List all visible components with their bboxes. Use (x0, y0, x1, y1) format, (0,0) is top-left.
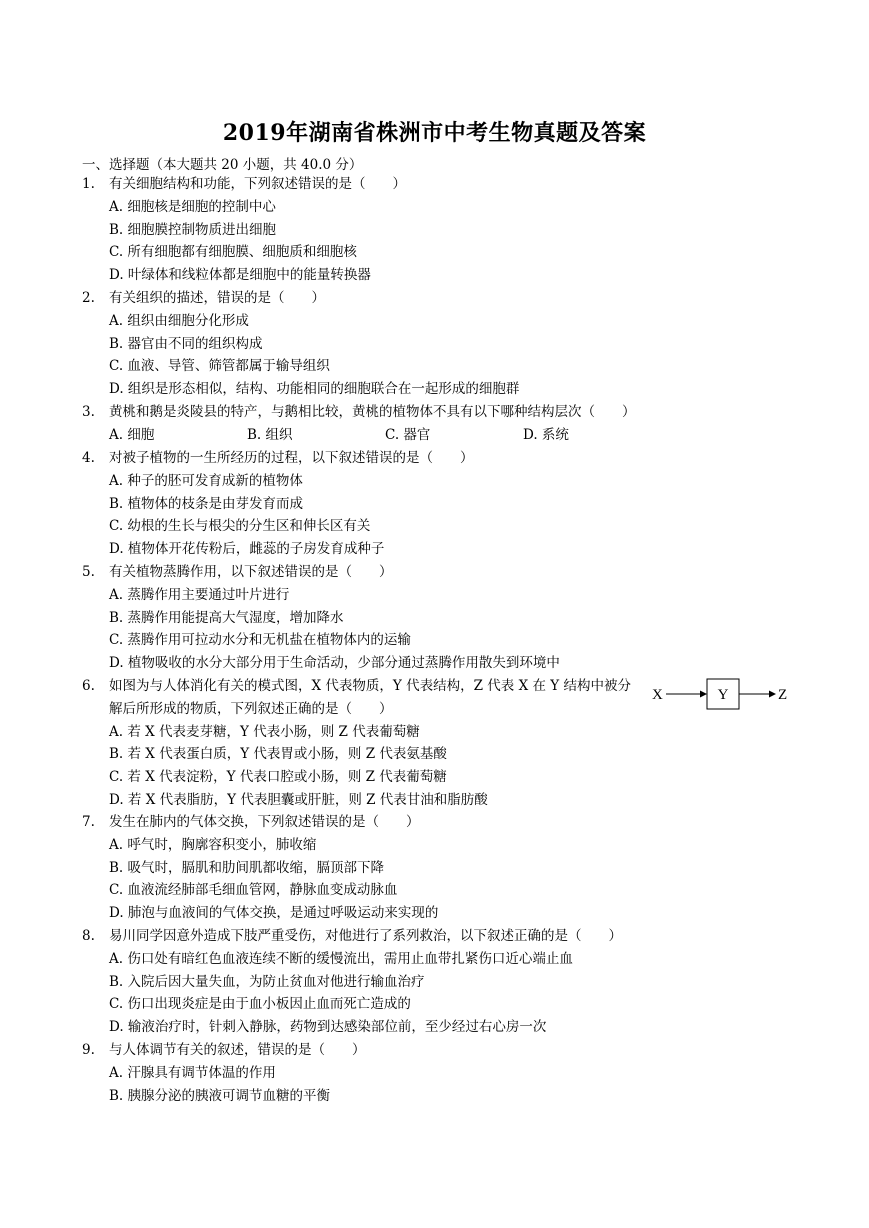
question-stem: 发生在肺内的气体交换，下列叙述错误的是（ ） (109, 814, 420, 830)
question-stem: 易川同学因意外造成下肢严重受伤，对他进行了系列救治，以下叙述正确的是（ ） (109, 928, 622, 944)
question-6 (82, 675, 637, 812)
question-number: 3. (82, 404, 95, 420)
question-4 (82, 447, 642, 561)
digestion-diagram (650, 678, 800, 710)
question-number: 1. (82, 176, 95, 192)
question-stem: 黄桃和鹅是炎陵县的特产，与鹅相比较，黄桃的植物体不具有以下哪种结构层次（ ） (109, 404, 636, 420)
option-d: D. 肺泡与血液间的气体交换，是通过呼吸运动来实现的 (109, 905, 439, 922)
arrow-head-icon (700, 691, 707, 698)
question-1 (82, 173, 642, 287)
question-number: 8. (82, 928, 95, 944)
option-b: B. 入院后因大量失血，为防止贫血对他进行输血治疗 (109, 973, 425, 990)
option-b: B. 吸气时，膈肌和肋间肌都收缩，膈顶部下降 (109, 859, 385, 876)
question-number: 7. (82, 814, 95, 830)
option-c: C. 血液、导管、筛管都属于输导组织 (109, 358, 330, 375)
option-d: D. 组织是形态相似，结构、功能相同的细胞联合在一起形成的细胞群 (109, 381, 520, 398)
question-stem: 有关细胞结构和功能，下列叙述错误的是（ ） (109, 176, 406, 192)
option-a: A. 细胞核是细胞的控制中心 (109, 198, 276, 215)
arrow-head-icon (769, 691, 776, 698)
option-b: B. 细胞膜控制物质进出细胞 (109, 221, 277, 238)
page-title: 2019年湖南省株洲市中考生物真题及答案 (222, 120, 647, 146)
option-a: A. 细胞 (109, 426, 155, 443)
question-stem: 有关植物蒸腾作用，以下叙述错误的是（ ） (109, 564, 393, 580)
question-3 (82, 401, 722, 447)
option-a: A. 种子的胚可发育成新的植物体 (109, 472, 303, 489)
question-5 (82, 561, 722, 675)
section-heading: 一、选择题（本大题共 20 小题，共 40.0 分） (82, 157, 363, 173)
option-a: A. 伤口处有暗红色血液连续不断的缓慢流出，需用止血带扎紧伤口近心端止血 (109, 950, 573, 967)
option-b: B. 胰腺分泌的胰液可调节血糖的平衡 (109, 1087, 331, 1104)
option-c: C. 器官 (385, 426, 431, 443)
question-stem: 对被子植物的一生所经历的过程，以下叙述错误的是（ ） (109, 450, 474, 466)
question-2 (82, 287, 722, 401)
option-d: D. 若 X 代表脂肪，Y 代表胆囊或肝脏，则 Z 代表甘油和脂肪酸 (109, 791, 488, 808)
option-c: C. 幼根的生长与根尖的分生区和伸长区有关 (109, 518, 371, 535)
option-b: B. 组织 (247, 426, 293, 443)
option-c: C. 蒸腾作用可拉动水分和无机盐在植物体内的运输 (109, 632, 411, 649)
option-b: B. 植物体的枝条是由芽发育而成 (109, 495, 304, 512)
question-stem: 与人体调节有关的叙述，错误的是（ ） (109, 1042, 366, 1058)
option-d: D. 叶绿体和线粒体都是细胞中的能量转换器 (109, 267, 371, 284)
option-d: D. 输液治疗时，针刺入静脉，药物到达感染部位前，至少经过右心房一次 (109, 1019, 547, 1036)
option-b: B. 蒸腾作用能提高大气湿度，增加降水 (109, 609, 344, 626)
diagram-z-label: Z (778, 687, 788, 703)
question-number: 6. (82, 678, 95, 694)
diagram-y-label: Y (717, 687, 729, 703)
question-8 (82, 925, 722, 1039)
question-7 (82, 811, 642, 925)
option-c: C. 血液流经肺部毛细血管网，静脉血变成动脉血 (109, 882, 398, 899)
option-b: B. 若 X 代表蛋白质，Y 代表胃或小肠，则 Z 代表氨基酸 (109, 746, 447, 763)
option-a: A. 蒸腾作用主要通过叶片进行 (109, 586, 290, 603)
option-a: A. 组织由细胞分化形成 (109, 312, 249, 329)
question-number: 5. (82, 564, 95, 580)
option-d: D. 系统 (523, 426, 569, 443)
option-c: C. 若 X 代表淀粉，Y 代表口腔或小肠，则 Z 代表葡萄糖 (109, 769, 447, 786)
option-a: A. 呼气时，胸廓容积变小，肺收缩 (109, 836, 317, 853)
question-number: 4. (82, 450, 95, 466)
question-number: 2. (82, 290, 95, 306)
option-c: C. 所有细胞都有细胞膜、细胞质和细胞核 (109, 244, 357, 261)
option-a: A. 汗腺具有调节体温的作用 (109, 1064, 276, 1081)
option-d: D. 植物吸收的水分大部分用于生命活动，少部分通过蒸腾作用散失到环境中 (109, 655, 560, 672)
question-stem: 如图为与人体消化有关的模式图，X 代表物质，Y 代表结构，Z 代表 X 在 Y 结构中被分解后所形成的物质，下列叙述正确的是（ ） (109, 678, 631, 717)
question-stem: 有关组织的描述，错误的是（ ） (109, 290, 325, 306)
option-a: A. 若 X 代表麦芽糖，Y 代表小肠，则 Z 代表葡萄糖 (109, 723, 420, 740)
question-9 (82, 1039, 642, 1107)
option-b: B. 器官由不同的组织构成 (109, 335, 263, 352)
option-c: C. 伤口出现炎症是由于血小板因止血而死亡造成的 (109, 996, 411, 1013)
option-d: D. 植物体开花传粉后，雌蕊的子房发育成种子 (109, 541, 385, 558)
question-number: 9. (82, 1042, 95, 1058)
diagram-x-label: X (652, 687, 663, 703)
